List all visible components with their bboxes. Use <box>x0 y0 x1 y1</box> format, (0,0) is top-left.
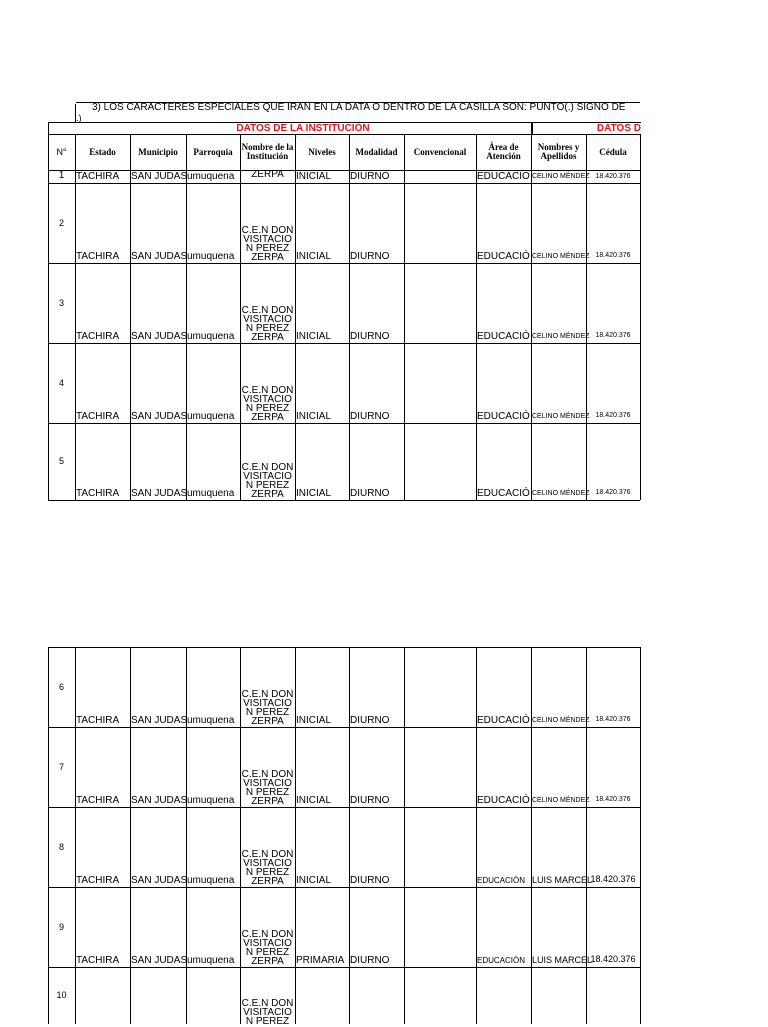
cell-modalidad: DIURNO <box>350 411 390 422</box>
cell-municipio: SAN JUDAS <box>131 715 188 726</box>
cell-convencional <box>404 263 476 343</box>
grid-row-line <box>48 423 640 424</box>
grid-col-line <box>75 647 76 1024</box>
header-estado: Estado <box>89 146 116 157</box>
cell-convencional <box>404 727 476 807</box>
instructions-note-continued: .) <box>76 113 82 123</box>
cell-cedula: 18.420.376 <box>590 874 636 884</box>
grid-col-line <box>295 134 296 500</box>
grid-col-line <box>531 647 532 1024</box>
cell-area: EDUCACIÓ <box>477 411 530 422</box>
cell-n: 4 <box>58 377 64 388</box>
grid-col-line <box>240 134 241 500</box>
cell-area: EDUCACIÓ <box>477 795 530 806</box>
cell-nombres: CELINO MÉNDEZ <box>532 490 590 497</box>
grid-col-line <box>130 134 131 500</box>
cell-municipio: SAN JUDAS <box>131 331 188 342</box>
cell-parroquia: umuquena <box>187 411 235 422</box>
header-n: N° <box>56 146 67 157</box>
grid-col-line <box>640 134 641 500</box>
cell-n: 5 <box>58 456 64 466</box>
grid-col-line <box>130 647 131 1024</box>
cell-cedula: 18.420.376 <box>590 954 636 964</box>
cell-convencional <box>404 343 476 423</box>
cell-niveles: INICIAL <box>296 411 332 422</box>
cell-convencional <box>404 887 476 967</box>
grid-col-line <box>48 122 49 500</box>
header-niveles: Niveles <box>308 146 336 157</box>
cell-n: 9 <box>58 921 64 932</box>
cell-nombres: CELINO MÉNDEZ <box>532 333 590 340</box>
grid-col-line <box>404 134 405 500</box>
cell-institucion: C.E.N DON VISITACIO N PEREZ ZERPA <box>241 769 294 807</box>
cell-parroquia: umuquena <box>187 171 235 182</box>
header-convencional: Convencional <box>413 146 467 157</box>
cell-municipio: SAN JUDAS <box>131 488 188 499</box>
cell-parroquia: umuquena <box>187 795 235 806</box>
grid-col-line <box>476 647 477 1024</box>
grid-col-line <box>640 647 641 1024</box>
cell-convencional <box>404 183 476 263</box>
cell-municipio: SAN JUDAS <box>131 795 188 806</box>
cell-parroquia: umuquena <box>187 715 235 726</box>
cell-parroquia: umuquena <box>187 251 235 262</box>
cell-convencional <box>404 647 476 727</box>
cell-nombres: LUIS MARCEL <box>532 955 593 965</box>
cell-modalidad: DIURNO <box>350 171 390 182</box>
cell-municipio: SAN JUDAS <box>131 875 188 886</box>
grid-col-line <box>75 134 76 500</box>
grid-col-line <box>476 134 477 500</box>
cell-area: EDUCACIÓ <box>477 488 530 499</box>
cell-cedula <box>586 967 640 1024</box>
grid-col-line <box>531 134 532 500</box>
cell-area <box>476 967 531 1024</box>
header-nombres: Nombres y Apellidos <box>537 142 580 161</box>
cell-n: 7 <box>58 761 64 772</box>
cell-modalidad: DIURNO <box>350 251 390 262</box>
grid-row-line <box>48 807 640 808</box>
grid-row-line <box>48 343 640 344</box>
cell-convencional <box>404 967 476 1024</box>
grid-col-line <box>349 134 350 500</box>
header-parroquia: Parroquia <box>193 146 233 157</box>
cell-parroquia: umuquena <box>187 955 235 966</box>
cell-estado: TACHIRA <box>76 715 120 726</box>
cell-institucion: C.E.N DON VISITACIO N PEREZ ZERPA <box>241 385 294 423</box>
cell-convencional <box>404 423 476 500</box>
grid-row-line <box>48 122 640 123</box>
cell-area: EDUCACIÓ <box>477 331 530 342</box>
cell-modalidad: DIURNO <box>350 488 390 499</box>
cell-modalidad: DIURNO <box>350 875 390 886</box>
grid-col-line <box>404 647 405 1024</box>
cell-cedula: 18.420.376 <box>595 332 631 339</box>
grid-col-line <box>240 647 241 1024</box>
cell-area: EDUCACIÓN <box>477 956 526 965</box>
cell-n: 6 <box>58 681 64 692</box>
header-area: Área de Atención <box>486 142 521 161</box>
cell-municipio <box>130 967 186 1024</box>
cell-niveles: INICIAL <box>296 875 332 886</box>
cell-nombres <box>531 967 586 1024</box>
cell-estado <box>75 967 130 1024</box>
cell-parroquia: umuquena <box>187 875 235 886</box>
cell-cedula: 18.420.376 <box>595 252 631 259</box>
grid-row-line <box>48 170 640 171</box>
cell-convencional <box>404 807 476 887</box>
instructions-note: 3) LOS CARACTERES ESPECIALES QUE IRAN EN LA DATA O DENTRO DE LA CASILLA SON: PUNTO(.) SIGNO DE <box>76 102 640 122</box>
cell-parroquia <box>186 967 240 1024</box>
cell-n: 2 <box>58 217 64 228</box>
cell-nombres: CELINO MÉNDEZ <box>532 173 590 180</box>
cell-institucion: C.E.N DON VISITACIO N PEREZ ZERPA <box>241 225 294 263</box>
grid-col-line <box>586 647 587 1024</box>
section-datos-other: DATOS D <box>531 122 641 134</box>
cell-nombres: CELINO MÉNDEZ <box>532 797 590 804</box>
cell-municipio: SAN JUDAS <box>131 955 188 966</box>
grid-col-line <box>186 647 187 1024</box>
grid-row-line <box>48 500 640 501</box>
cell-n: 8 <box>58 841 64 852</box>
cell-nombres: CELINO MÉNDEZ <box>532 253 590 260</box>
cell-institucion: C.E.N DON VISITACIO N PEREZ ZERPA <box>241 305 294 343</box>
cell-nombres: CELINO MÉNDEZ <box>532 717 590 724</box>
cell-modalidad: DIURNO <box>350 795 390 806</box>
cell-n: 3 <box>58 297 64 308</box>
cell-modalidad: DIURNO <box>350 715 390 726</box>
cell-institucion: C.E.N DON VISITACIO N PEREZ ZERPA <box>241 689 294 727</box>
cell-estado: TACHIRA <box>76 411 120 422</box>
grid-row-line <box>48 183 640 184</box>
cell-area: EDUCACIÓ <box>477 715 530 726</box>
cell-convencional <box>404 170 476 183</box>
cell-institucion: C.E.N DON VISITACIO N PEREZ ZERPA <box>241 929 294 967</box>
cell-estado: TACHIRA <box>76 875 120 886</box>
cell-municipio: SAN JUDAS <box>131 171 188 182</box>
cell-niveles <box>295 967 349 1024</box>
cell-institucion: C.E.N DON VISITACIO N PEREZ ZERPA <box>241 849 294 887</box>
grid-row-line <box>48 967 640 968</box>
cell-cedula: 18.420.376 <box>595 716 631 723</box>
cell-niveles: INICIAL <box>296 795 332 806</box>
cell-institucion: C.E.N DON VISITACIO N PEREZ ZERPA <box>241 462 294 500</box>
cell-modalidad <box>349 967 404 1024</box>
grid-col-line <box>48 647 49 1024</box>
grid-col-line <box>48 122 49 134</box>
grid-col-line <box>295 647 296 1024</box>
cell-parroquia: umuquena <box>187 488 235 499</box>
cell-niveles: INICIAL <box>296 251 332 262</box>
cell-estado: TACHIRA <box>76 955 120 966</box>
cell-area: EDUCACIÓ <box>477 251 530 262</box>
cell-n: 10 <box>56 990 67 1000</box>
cell-estado: TACHIRA <box>76 331 120 342</box>
cell-municipio: SAN JUDAS <box>131 411 188 422</box>
grid-col-line <box>586 134 587 500</box>
cell-niveles: INICIAL <box>296 171 332 182</box>
cell-parroquia: umuquena <box>187 331 235 342</box>
grid-row-line <box>48 887 640 888</box>
header-nombre-institucion: Nombre de la Institución <box>241 142 294 161</box>
header-cedula: Cédula <box>599 146 627 157</box>
cell-n: 1 <box>58 170 65 181</box>
header-municipio: Municipio <box>138 146 178 157</box>
grid-col-line <box>349 647 350 1024</box>
cell-nombres: LUIS MARCEL <box>532 875 593 885</box>
note-left-border <box>75 104 76 122</box>
cell-niveles: INICIAL <box>296 488 332 499</box>
grid-col-line <box>186 134 187 500</box>
cell-municipio: SAN JUDAS <box>131 251 188 262</box>
cell-area: EDUCACIÓ <box>477 171 530 182</box>
cell-niveles: PRIMARIA <box>296 955 345 966</box>
grid-row-line <box>48 727 640 728</box>
header-modalidad: Modalidad <box>355 146 398 157</box>
cell-modalidad: DIURNO <box>350 331 390 342</box>
cell-nombres: CELINO MÉNDEZ <box>532 413 590 420</box>
grid-row-line <box>48 263 640 264</box>
cell-institucion: C.E.N DON VISITACIO N PEREZ <box>241 998 294 1027</box>
cell-area: EDUCACIÓN <box>477 876 526 885</box>
cell-estado: TACHIRA <box>76 488 120 499</box>
cell-estado: TACHIRA <box>76 171 120 182</box>
cell-institucion: ZERPA <box>251 169 284 180</box>
cell-modalidad: DIURNO <box>350 955 390 966</box>
cell-cedula: 18.420.376 <box>595 173 631 180</box>
cell-estado: TACHIRA <box>76 251 120 262</box>
cell-cedula: 18.420.376 <box>595 412 631 419</box>
cell-cedula: 18.420.376 <box>595 796 631 803</box>
cell-cedula: 18.420.376 <box>595 489 631 496</box>
cell-niveles: INICIAL <box>296 331 332 342</box>
cell-niveles: INICIAL <box>296 715 332 726</box>
section-datos-institucion: DATOS DE LA INSTITUCIÓN <box>75 122 531 134</box>
cell-estado: TACHIRA <box>76 795 120 806</box>
grid-row-line <box>48 647 640 648</box>
grid-row-line <box>48 134 640 135</box>
